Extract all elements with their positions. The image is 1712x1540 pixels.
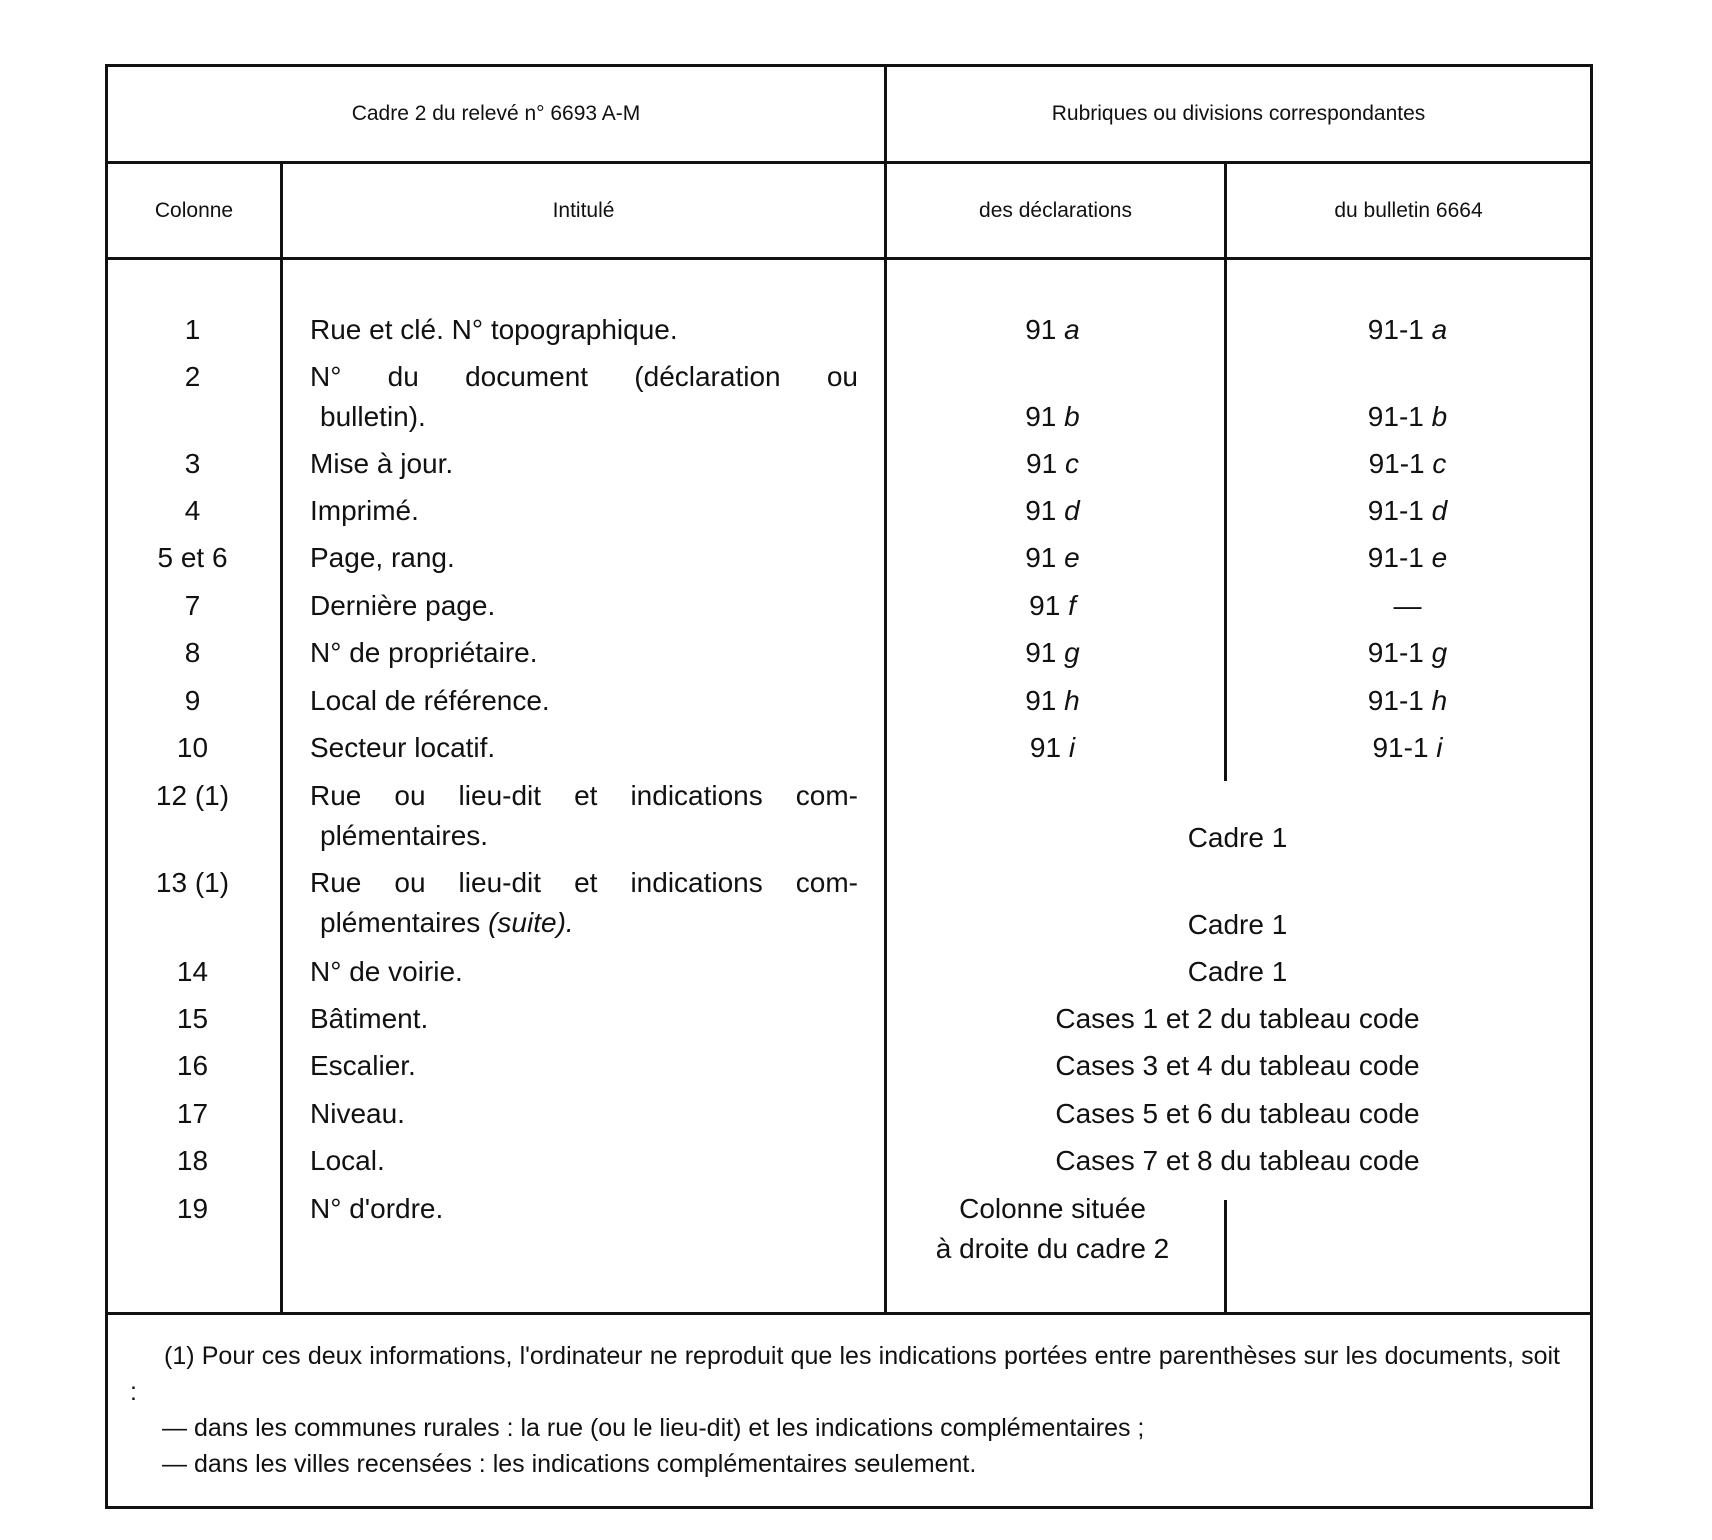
row-13-intitule: Bâtiment. bbox=[310, 1003, 429, 1034]
header-declarations: des déclarations bbox=[979, 198, 1132, 222]
row-3-bull: 91-1 c bbox=[1368, 448, 1447, 479]
row-8-decl: 91 h bbox=[1025, 685, 1080, 716]
row-7-col: 8 bbox=[184, 637, 201, 668]
row-2-col: 2 bbox=[184, 361, 201, 392]
row-2-decl: 91 b bbox=[1025, 401, 1080, 432]
row-15-col: 17 bbox=[176, 1098, 209, 1129]
footnote-dash-1: — dans les communes rurales : la rue (ou le lieu-dit) et les indications complémentaires ; bbox=[162, 1414, 1145, 1442]
row-4-intitule: Imprimé. bbox=[310, 495, 419, 526]
row-12-span: Cadre 1 bbox=[1187, 956, 1288, 987]
row-9-intitule: Secteur locatif. bbox=[310, 732, 496, 763]
row-5-decl: 91 e bbox=[1025, 542, 1080, 573]
row-13-col: 15 bbox=[176, 1003, 209, 1034]
row-8-bull: 91-1 h bbox=[1367, 685, 1448, 716]
row-11-intitule-l2: plémentaires (suite). bbox=[320, 907, 574, 938]
col-divider-3b bbox=[1224, 1200, 1227, 1312]
row-1-bull: 91-1 a bbox=[1367, 314, 1448, 345]
footnote-divider bbox=[105, 1312, 1593, 1315]
header-colonne: Colonne bbox=[154, 198, 234, 222]
row-15-intitule: Niveau. bbox=[310, 1098, 405, 1129]
header-bulletin: du bulletin 6664 bbox=[1334, 198, 1483, 222]
row-11-col: 13 (1) bbox=[155, 867, 230, 898]
row-1-intitule: Rue et clé. N° topographique. bbox=[310, 314, 678, 345]
row-5-intitule: Page, rang. bbox=[310, 542, 455, 573]
row-11-intitule-l1: Rue ou lieu-dit et indications com- bbox=[310, 867, 858, 898]
row-6-col: 7 bbox=[184, 590, 201, 621]
row-17-decl-l1: Colonne située bbox=[959, 1193, 1146, 1224]
row-7-intitule: N° de propriétaire. bbox=[310, 637, 538, 668]
row-7-decl: 91 g bbox=[1025, 637, 1080, 668]
row-12-col: 14 bbox=[176, 956, 209, 987]
row-3-intitule: Mise à jour. bbox=[310, 448, 454, 479]
row-6-intitule: Dernière page. bbox=[310, 590, 496, 621]
row-13-span: Cases 1 et 2 du tableau code bbox=[1055, 1003, 1420, 1034]
row-9-bull: 91-1 i bbox=[1372, 732, 1443, 763]
row-11-span: Cadre 1 bbox=[1187, 909, 1288, 940]
row-5-col: 5 et 6 bbox=[157, 542, 228, 573]
col-divider-1 bbox=[280, 161, 283, 1312]
footnote bbox=[130, 1338, 1560, 1482]
row-14-col: 16 bbox=[176, 1050, 209, 1081]
row-17-intitule: N° d'ordre. bbox=[310, 1193, 444, 1224]
row-8-intitule: Local de référence. bbox=[310, 685, 550, 716]
row-3-col: 3 bbox=[184, 448, 201, 479]
row-1-col: 1 bbox=[184, 314, 201, 345]
row-4-col: 4 bbox=[184, 495, 201, 526]
row-14-intitule: Escalier. bbox=[310, 1050, 416, 1081]
row-10-span: Cadre 1 bbox=[1187, 822, 1288, 853]
header-intitule: Intitulé bbox=[552, 198, 615, 222]
row-16-intitule: Local. bbox=[310, 1145, 385, 1176]
footnote-paragraph: (1) Pour ces deux informations, l'ordinateur ne reproduit que les indications portées entre parenthèses sur les documents, soit : bbox=[130, 1342, 1560, 1406]
row-8-col: 9 bbox=[184, 685, 201, 716]
row-6-decl: 91 f bbox=[1029, 590, 1076, 621]
row-6-bull: — bbox=[1393, 590, 1422, 621]
row-9-col: 10 bbox=[176, 732, 209, 763]
row-2-bull: 91-1 b bbox=[1367, 401, 1448, 432]
row-15-span: Cases 5 et 6 du tableau code bbox=[1055, 1098, 1420, 1129]
row-10-col: 12 (1) bbox=[155, 780, 230, 811]
footnote-dash-2: — dans les villes recensées : les indications complémentaires seulement. bbox=[162, 1450, 977, 1478]
row-2-intitule-l1: N° du document (déclaration ou bbox=[310, 361, 858, 392]
row-17-col: 19 bbox=[176, 1193, 209, 1224]
header-cadre: Cadre 2 du relevé n° 6693 A-M bbox=[351, 102, 641, 125]
row-7-bull: 91-1 g bbox=[1367, 637, 1448, 668]
header-divider-2 bbox=[105, 257, 1593, 260]
row-16-span: Cases 7 et 8 du tableau code bbox=[1055, 1145, 1420, 1176]
row-17-decl-l2: à droite du cadre 2 bbox=[935, 1233, 1170, 1264]
row-4-bull: 91-1 d bbox=[1367, 495, 1448, 526]
row-10-intitule-l1: Rue ou lieu-dit et indications com- bbox=[310, 780, 858, 811]
row-1-decl: 91 a bbox=[1025, 314, 1080, 345]
row-9-decl: 91 i bbox=[1029, 732, 1076, 763]
row-14-span: Cases 3 et 4 du tableau code bbox=[1055, 1050, 1420, 1081]
row-10-intitule-l2: plémentaires. bbox=[320, 820, 489, 851]
row-3-decl: 91 c bbox=[1026, 448, 1079, 479]
header-rubriques: Rubriques ou divisions correspondantes bbox=[1051, 102, 1426, 125]
row-16-col: 18 bbox=[176, 1145, 209, 1176]
row-5-bull: 91-1 e bbox=[1367, 542, 1448, 573]
row-2-intitule-l2: bulletin). bbox=[320, 401, 426, 432]
row-4-decl: 91 d bbox=[1025, 495, 1080, 526]
row-12-intitule: N° de voirie. bbox=[310, 956, 463, 987]
